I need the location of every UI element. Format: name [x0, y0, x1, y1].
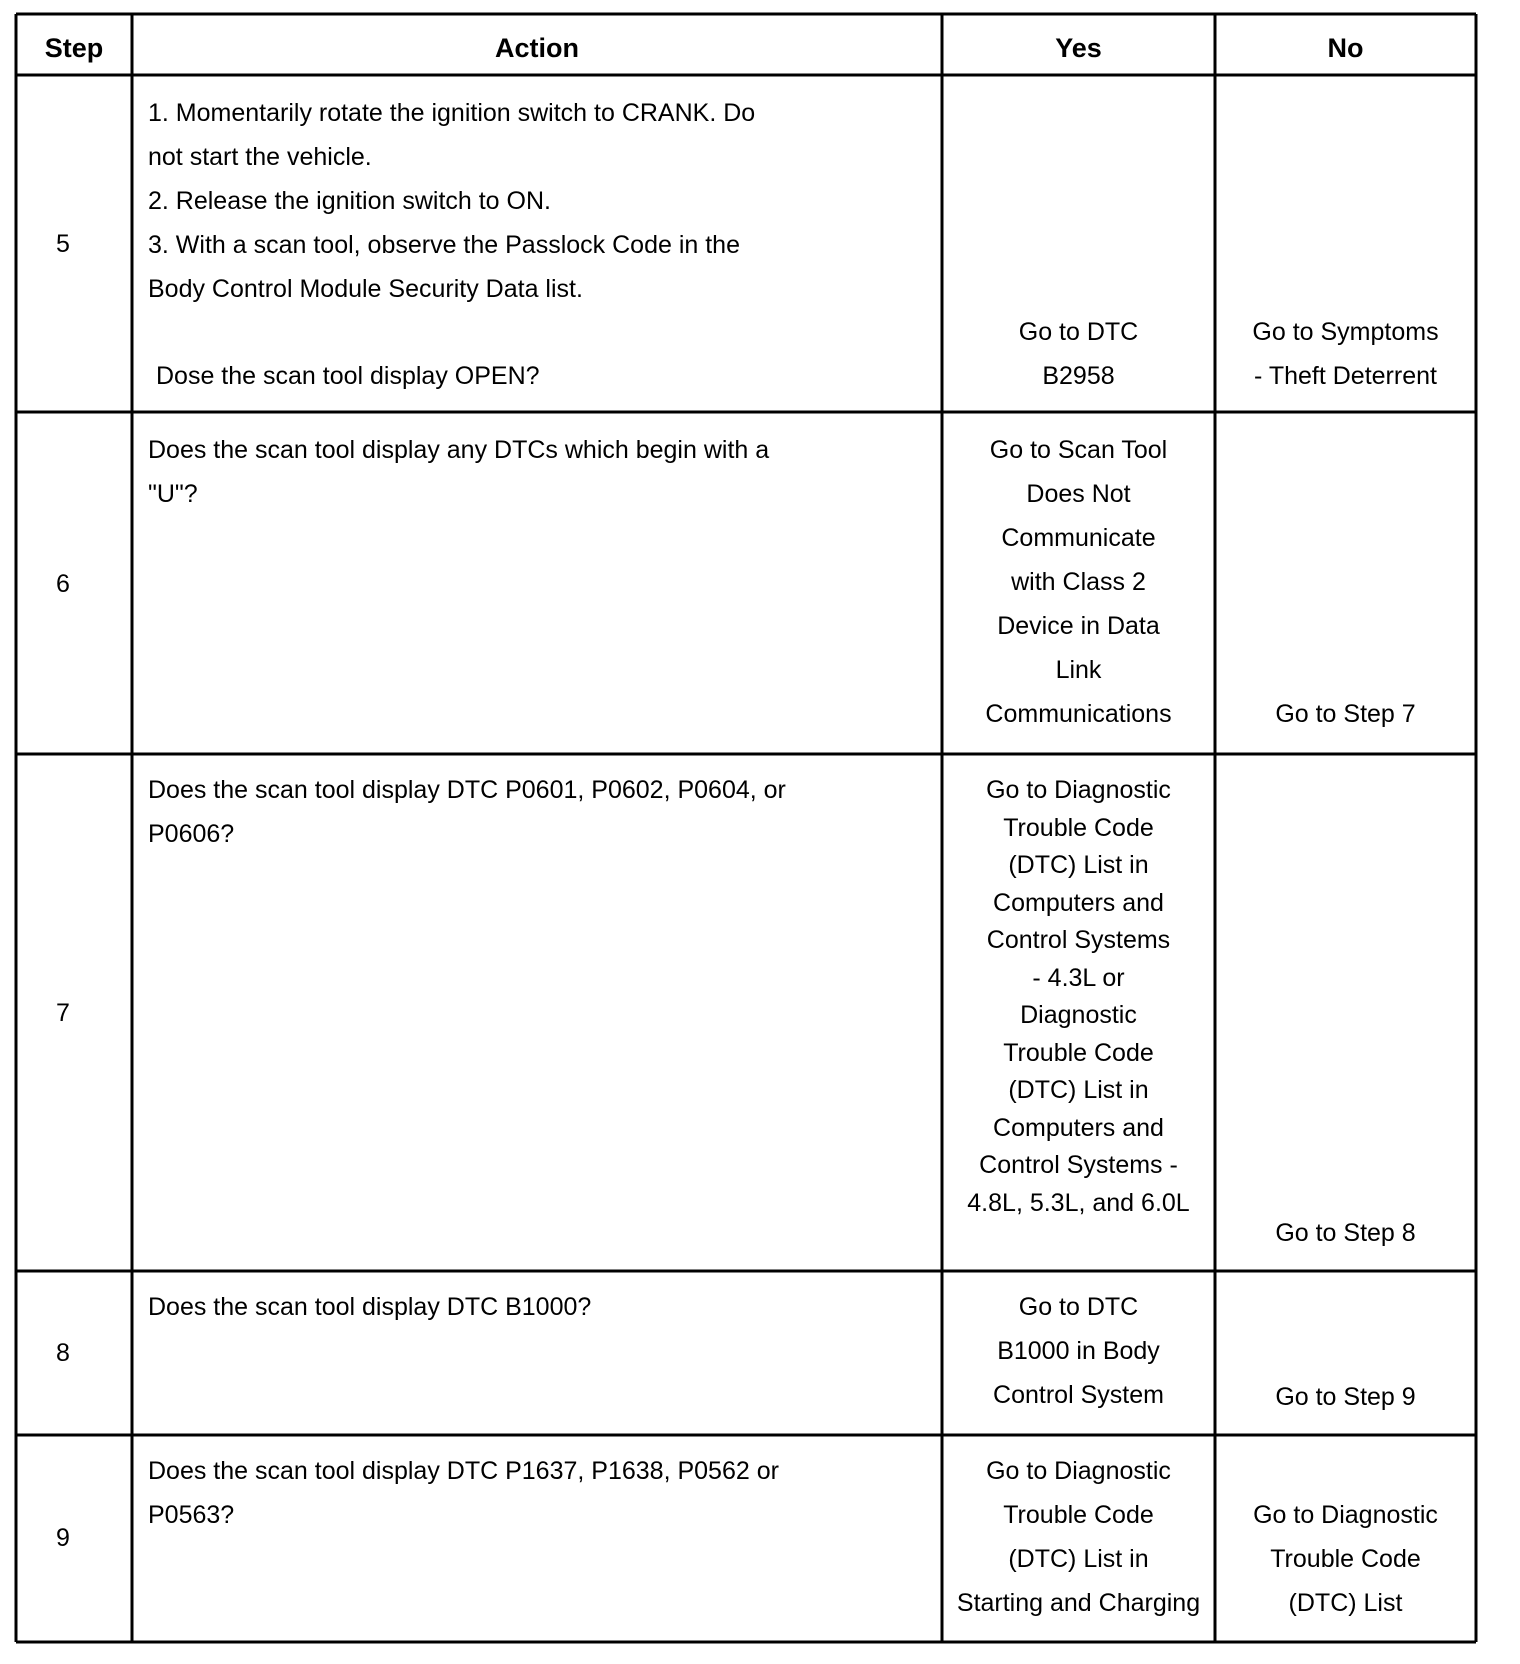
action-item: Body Control Module Security Data list. [148, 275, 583, 303]
step-7: 7 [56, 999, 70, 1027]
header-step: Step [44, 33, 104, 63]
row-7-action: Does the scan tool display DTC P0601, P0602, P0604, or P0606? [148, 776, 786, 848]
row-5-question: Dose the scan tool display OPEN? [156, 362, 540, 390]
row-5-action [148, 91, 755, 311]
row-5-no: Go to Symptoms - Theft Deterrent [1252, 318, 1439, 390]
row-9-no: Go to Diagnostic Trouble Code (DTC) List [1253, 1501, 1438, 1617]
row-8-action: Does the scan tool display DTC B1000? [148, 1293, 592, 1321]
row-9-yes: Go to Diagnostic Trouble Code (DTC) List in Starting and Charging [956, 1457, 1201, 1617]
row-6-yes: Go to Scan Tool Does Not Communicate with Class 2 Device in Data Link Communications [985, 436, 1172, 728]
header-no: No [1327, 33, 1364, 63]
action-item: not start the vehicle. [148, 143, 372, 171]
row-5-yes: Go to DTC B2958 [1018, 318, 1139, 390]
row-7-yes: Go to Diagnostic Trouble Code (DTC) List in Computers and Control Systems - 4.3L or Diagnostic Trouble Code (DTC) List in Computers and Control Systems - 4.8L, 5.3L, and 6.0L [967, 776, 1190, 1217]
row-8-no: Go to Step 9 [1275, 1383, 1416, 1411]
row-8-yes: Go to DTC B1000 in Body Control System [993, 1293, 1164, 1409]
action-item: 1. Momentarily rotate the ignition switch to CRANK. Do [148, 99, 756, 127]
step-5: 5 [56, 230, 70, 258]
row-6-no: Go to Step 7 [1275, 700, 1416, 728]
row-7-no: Go to Step 8 [1275, 1219, 1416, 1247]
header-yes: Yes [1055, 33, 1102, 63]
row-6-action: Does the scan tool display any DTCs which begin with a "U"? [148, 436, 770, 508]
step-8: 8 [56, 1339, 70, 1367]
header-action: Action [495, 33, 579, 63]
action-item: 3. With a scan tool, observe the Passlock Code in the [148, 231, 740, 259]
action-item: 2. Release the ignition switch to ON. [148, 187, 551, 215]
step-6: 6 [56, 570, 70, 598]
row-9-action: Does the scan tool display DTC P1637, P1638, P0562 or P0563? [148, 1457, 779, 1529]
step-9: 9 [56, 1524, 70, 1552]
